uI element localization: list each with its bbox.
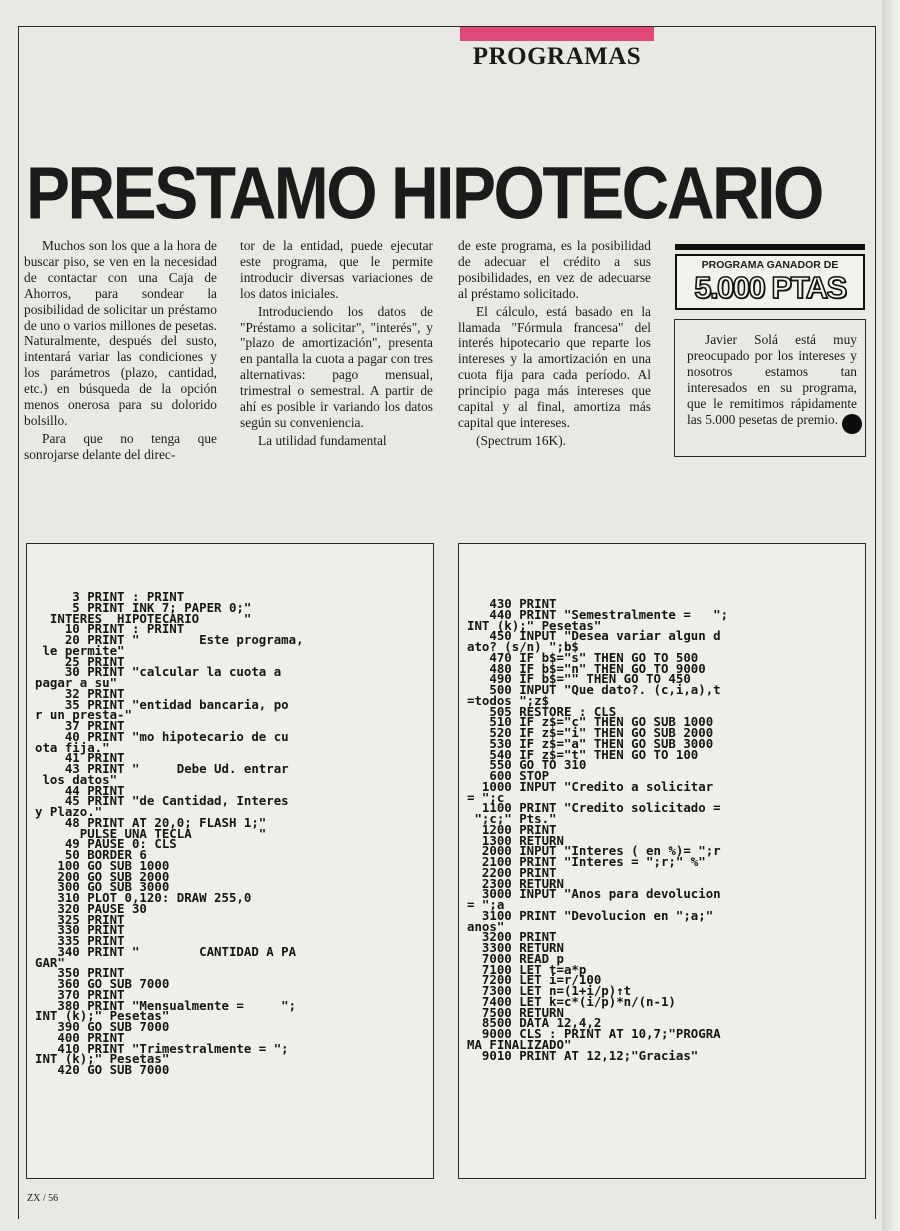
binder-hole-icon [842, 414, 862, 434]
paragraph: Muchos son los que a la hora de buscar piso, se ven en la necesidad de contactar con una Caja de Ahorros, para sondear la posibilidad de solicitar un préstamo de uno o varios millones de pesetas. Naturalmente, después del susto, intentará variar las condiciones y los parámetros (plazo, cantidad, etc.) en búsqueda de la opción menos onerosa para su dolorido bolsillo. [24, 238, 218, 428]
basic-code: 430 PRINT 440 PRINT "Semestralmente = "; INT (k);" Pesetas" 450 INPUT "Desea variar algun d ato? (s/n) ";b$ 470 IF b$="s" THEN GO TO 500 480 IF b$="n" THEN GO TO 9000 490 IF b$="" THEN GO TO 450 500 INPUT "Que dato?. (c,i,a),t =todos ";z$ 505 RESTORE : CLS 510 IF z$="c" THEN GO SUB 1000 520 IF z$="i" THEN GO SUB 2000 530 IF z$="a" THEN GO SUB 3000 540 IF z$="t" THEN GO TO 100 550 GO TO 310 600 STOP 1000 INPUT "Credito a solicitar = ";c 1100 PRINT "Credito solicitado = ";c;" Pts." 1200 PRINT 1300 RETURN 2000 INPUT "Interes ( en %)= ";r 2100 PRINT "Interes = ";r;" %" 2200 PRINT 2300 RETURN 3000 INPUT "Anos para devolucion = ";a 3100 PRINT "Devolucion en ";a;" anos" 3200 PRINT 3300 RETURN 7000 READ p 7100 LET t=a*p 7200 LET i=r/100 7300 LET n=(1+i/p)↑t 7400 LET k=c*(i/p)*n/(n-1) 7500 RETURN 8500 DATA 12,4,2 9000 CLS : PRINT AT 10,7;"PROGRA MA FINALIZADO" 9010 PRINT AT 12,12;"Gracias" [467, 596, 729, 1063]
article-title: PRESTAMO HIPOTECARIO [26, 151, 822, 234]
prize-banner [675, 254, 865, 310]
paragraph: Introduciendo los datos de "Préstamo a solicitar", "interés", y "plazo de amortización", presenta en pantalla la cuota a pagar con tres alternativas: pago mensual, trimestral o semestral. A partir de ahí es posible ir variando los datos según su conveniencia. [240, 303, 433, 430]
article-column-2 [240, 238, 433, 449]
paragraph: La utilidad fundamental [258, 432, 387, 448]
article-column-3 [458, 238, 651, 449]
winner-box [674, 319, 866, 457]
page-number: ZX / 56 [27, 1193, 59, 1204]
prize-amount: 5.000 PTAS [694, 270, 846, 305]
paragraph: (Spectrum 16K). [476, 432, 566, 448]
paragraph: de este programa, es la posibilidad de adecuar el crédito a sus posibilidades, en vez de adecuarse al préstamo solicitado. [458, 238, 651, 301]
section-color-bar [460, 27, 654, 41]
prize-rule [675, 244, 865, 250]
paragraph: Para que no tenga que sonrojarse delante del direc- [24, 430, 217, 462]
page-gutter [882, 0, 900, 1231]
article-column-1 [24, 238, 217, 463]
prize-label: PROGRAMA GANADOR DE [701, 259, 839, 271]
winner-text: Javier Solá está muy preocupado por los intereses y nosotros estamos tan interesados en su programa, que le remitimos rápidamente las 5.000 pesetas de premio. [687, 332, 857, 427]
program-listing-right [458, 543, 866, 1179]
paragraph: tor de la entidad, puede ejecutar este programa, que le permite introducir diversas variaciones de los datos iniciales. [240, 238, 433, 301]
section-title: PROGRAMAS [472, 43, 642, 70]
program-listing-left [26, 543, 434, 1179]
basic-code: 3 PRINT : PRINT 5 PRINT INK 7; PAPER 0;" INTERES HIPOTECARIO " 10 PRINT : PRINT 20 PRINT " Este programa, le permite" 25 PRINT 30 PRINT "calcular la cuota a pagar a su" 32 PRINT 35 PRINT "entidad bancaria, po r un presta-" 37 PRINT 40 PRINT "mo hipotecario de cu ota fija." 41 PRINT 43 PRINT " Debe Ud. entrar los datos" 44 PRINT 45 PRINT "de Cantidad, Interes y Plazo." 48 PRINT AT 20,0; FLASH 1;" PULSE UNA TECLA " 49 PAUSE 0: CLS 50 BORDER 6 100 GO SUB 1000 200 GO SUB 2000 300 GO SUB 3000 310 PLOT 0,120: DRAW 255,0 320 PAUSE 30 325 PRINT 330 PRINT 335 PRINT 340 PRINT " CANTIDAD A PA GAR" 350 PRINT 360 GO SUB 7000 370 PRINT 380 PRINT "Mensualmente = "; INT (k);" Pesetas" 390 GO SUB 7000 400 PRINT 410 PRINT "Trimestralmente = "; INT (k);" Pesetas" 420 GO SUB 7000 [35, 589, 304, 1077]
paragraph: El cálculo, está basado en la llamada "Fórmula francesa" del interés hipotecario que reparte los intereses y la amortización en una cuota fija para cada período. Al principio paga más intereses que capital y al final, amortiza más capital que intereses. [458, 303, 651, 430]
